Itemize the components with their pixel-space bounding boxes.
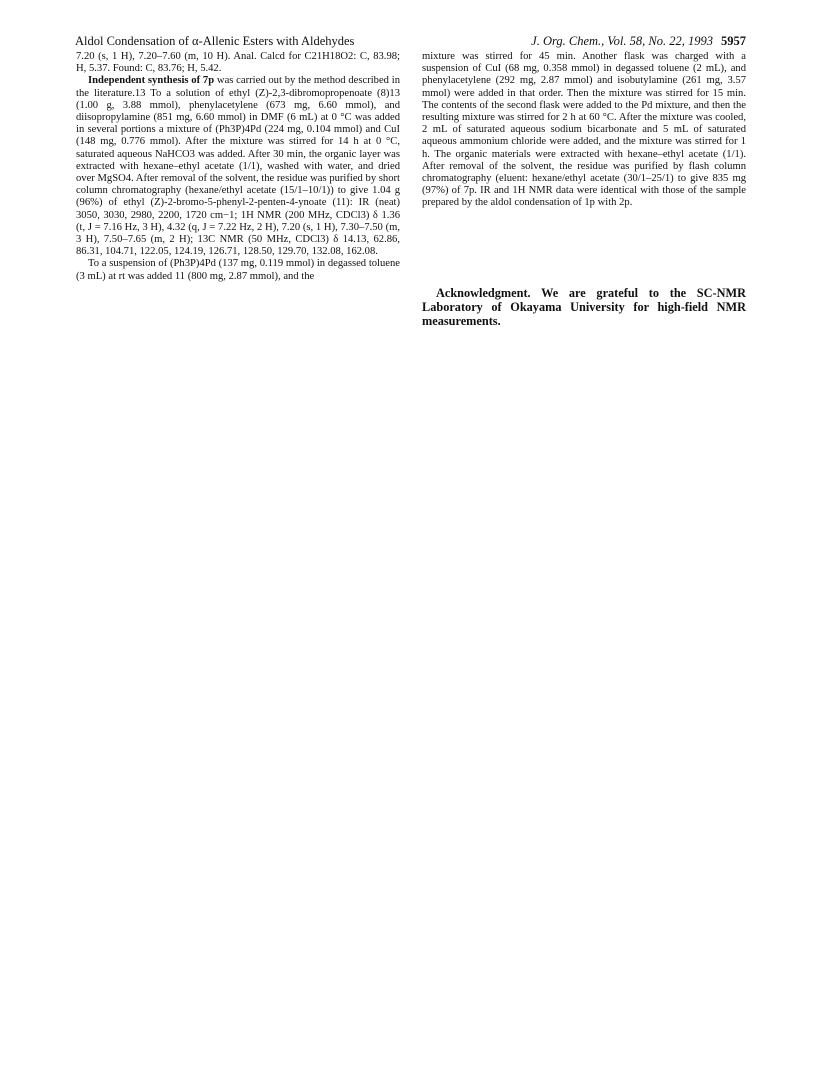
analysis-paragraph: 7.20 (s, 1 H), 7.20–7.60 (m, 10 H). Anal. Calcd for C21H18O2: C, 83.98; H, 5.37. Found: C, 83.76; H, 5.42. [76, 51, 400, 75]
section-heading: Independent synthesis of 7p [88, 75, 215, 87]
journal-citation [531, 34, 746, 49]
journal-reference: J. Org. Chem., Vol. 58, No. 22, 1993 [531, 34, 713, 48]
synthesis-paragraph [76, 75, 400, 258]
acknowledgment-text: We are grateful to the SC-NMR Laboratory of Okayama University for high-field NMR measurements. [422, 286, 746, 329]
running-header [75, 34, 746, 52]
acknowledgment-heading: Acknowledgment. [436, 286, 531, 300]
continuation-paragraph: mixture was stirred for 45 min. Another flask was charged with a suspension of CuI (68 mg, 0.358 mmol) in degassed toluene (2 mL), and phenylacetylene (292 mg, 2.87 mmol) and isobutylamine (261 mg, 3.57 mmol) were added in that order. Then the mixture was stirred for 15 min. The contents of the second flask were added to the Pd mixture, and then the resulting mixture was stirred for 2 h at 60 °C. After the mixture was cooled, 2 mL of saturated aqueous sodium bicarbonate and 5 mL of saturated aqueous ammonium chloride were added, and the mixture was stirred for 1 h. The organic materials were extracted with hexane–ethyl acetate (1/1). After removal of the solvent, the residue was purified by flash column chromatography (eluent: hexane/ethyl acetate (30/1–25/1) to give 835 mg (97%) of 7p. IR and 1H NMR data were identical with those of the sample prepared by the aldol condensation of 1p with 2p. [422, 51, 746, 209]
running-title: Aldol Condensation of α-Allenic Esters with Aldehydes [75, 34, 355, 48]
left-column [76, 51, 400, 283]
acknowledgment-section [422, 286, 746, 329]
right-column [422, 51, 746, 210]
synthesis-text: was carried out by the method described in the literature.13 To a solution of ethyl (Z)-2,3-dibromopropenoate (8)13 (1.00 g, 3.88 mmol), phenylacetylene (673 mg, 6.60 mmol), and diisopropylamine (851 mg, 6.60 mmol) in DMF (6 mL) at 0 °C was added in several portions a mixture of (Ph3P)4Pd (224 mg, 0.104 mmol) and CuI (148 mg, 0.776 mmol). After the mixture was stirred for 14 h at 0 °C, saturated aqueous NaHCO3 was added. After 30 min, the organic layer was extracted with hexane–ethyl acetate (1/1), washed with water, and dried over MgSO4. After removal of the solvent, the residue was purified by short column chromatography (hexane/ethyl acetate (15/1–10/1)) to give 1.04 g (96%) of ethyl (Z)-2-bromo-5-phenyl-2-penten-4-ynoate (11): IR (neat) 3050, 3030, 2980, 2200, 1720 cm−1; 1H NMR (200 MHz, CDCl3) δ 1.36 (t, J = 7.16 Hz, 3 H), 4.32 (q, J = 7.22 Hz, 2 H), 7.20 (s, 1 H), 7.30–7.50 (m, 3 H), 7.50–7.65 (m, 2 H); 13C NMR (50 MHz, CDCl3) δ 14.13, 62.86, 86.31, 104.71, 122.05, 124.19, 126.71, 128.50, 129.70, 132.08, 162.08. [76, 75, 401, 258]
page-number: 5957 [721, 34, 746, 48]
suspension-paragraph: To a suspension of (Ph3P)4Pd (137 mg, 0.119 mmol) in degassed toluene (3 mL) at rt was added 11 (800 mg, 2.87 mmol), and the [76, 258, 400, 282]
